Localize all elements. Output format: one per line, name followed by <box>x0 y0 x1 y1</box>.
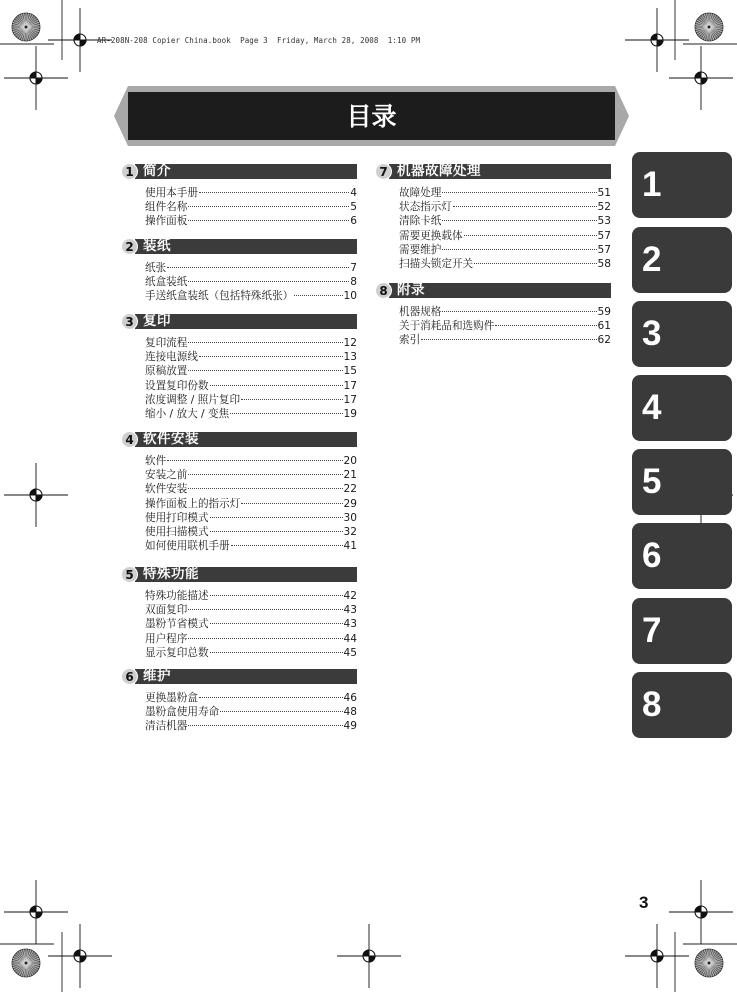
entry-page: 5 <box>350 201 357 214</box>
entry-label: 纸张 <box>145 262 167 274</box>
chapter-tab-number: 4 <box>642 388 662 427</box>
dot-leader <box>167 253 349 268</box>
entry-label: 浓度调整 / 照片复印 <box>145 393 241 406</box>
entry-label: 使用扫描模式 <box>145 525 209 538</box>
section-title: 维护 <box>143 668 171 684</box>
chapter-tab-number: 3 <box>642 314 662 353</box>
entry-label: 显示复印总数 <box>145 646 209 659</box>
dot-leader <box>294 281 342 296</box>
chapter-tab-7[interactable] <box>632 598 732 664</box>
dot-leader <box>210 517 343 532</box>
entry-label: 更换墨粉盒 <box>145 692 198 704</box>
dot-leader <box>188 474 342 489</box>
dot-leader <box>442 206 596 221</box>
dot-leader <box>199 342 343 357</box>
section-title: 简介 <box>143 163 171 179</box>
dot-leader <box>474 249 596 264</box>
entry-label: 用户程序 <box>145 632 188 645</box>
dot-leader <box>188 624 342 639</box>
chapter-tab-number: 2 <box>642 240 662 279</box>
entry-label: 需要更换载体 <box>399 229 463 242</box>
section-number: 6 <box>121 668 138 685</box>
starburst-target <box>695 949 723 977</box>
registration-mark <box>669 46 733 110</box>
entry-page: 51 <box>597 187 611 199</box>
section-entries <box>121 181 357 228</box>
entry-page: 57 <box>597 243 611 256</box>
section-entries <box>121 331 357 420</box>
entry-page: 4 <box>350 187 357 199</box>
dot-leader <box>210 609 343 624</box>
entry-page: 45 <box>343 646 357 659</box>
section-entries <box>121 584 357 659</box>
entry-page: 53 <box>597 215 611 228</box>
entry-label: 连接电源线 <box>145 351 198 364</box>
entry-page: 19 <box>343 407 357 420</box>
section-heading <box>121 313 357 329</box>
dot-leader <box>220 697 342 712</box>
entry-page: 41 <box>343 540 357 553</box>
dot-leader <box>188 328 342 343</box>
entry-label: 索引 <box>399 334 421 347</box>
entry-label: 双面复印 <box>145 604 188 617</box>
entry-page: 48 <box>343 706 357 719</box>
entry-label: 墨粉盒使用寿命 <box>145 706 220 719</box>
entry-page: 58 <box>597 257 611 270</box>
entry-page: 8 <box>350 276 357 289</box>
chapter-tab-number: 1 <box>642 165 662 204</box>
registration-mark <box>4 880 68 944</box>
chapter-tab-4[interactable] <box>632 375 732 441</box>
toc-section <box>121 566 357 659</box>
toc-entry[interactable] <box>399 328 611 347</box>
registration-mark <box>625 8 689 72</box>
entry-page: 12 <box>343 337 357 349</box>
toc-section <box>121 668 357 733</box>
entry-label: 墨粉节省模式 <box>145 618 209 631</box>
section-heading <box>375 282 611 298</box>
toc-section <box>375 282 611 347</box>
section-number: 8 <box>375 282 392 299</box>
registration-mark <box>669 880 733 944</box>
dot-leader <box>241 489 342 504</box>
entry-label: 设置复印份数 <box>145 379 209 392</box>
dot-leader <box>199 178 349 193</box>
entry-page: 57 <box>597 229 611 242</box>
dot-leader <box>231 531 343 546</box>
section-entries <box>121 449 357 553</box>
registration-mark <box>48 924 112 988</box>
page-title: 目录 <box>346 102 397 131</box>
entry-page: 17 <box>343 393 357 406</box>
entry-page: 17 <box>343 379 357 392</box>
toc-section <box>121 238 357 303</box>
chapter-tab-number: 7 <box>642 611 662 650</box>
entry-label: 原稿放置 <box>145 365 188 378</box>
entry-page: 15 <box>343 365 357 378</box>
section-heading <box>375 163 611 179</box>
entry-label: 缩小 / 放大 / 变焦 <box>145 407 230 420</box>
toc-section <box>121 163 357 228</box>
dot-leader <box>442 297 596 312</box>
registration-mark <box>625 924 689 988</box>
section-number: 7 <box>375 163 392 180</box>
dot-leader <box>210 638 343 653</box>
entry-label: 故障处理 <box>399 187 442 199</box>
section-title: 软件安装 <box>143 431 199 447</box>
entry-label: 纸盒装纸 <box>145 276 188 289</box>
entry-label: 关于消耗品和选购件 <box>399 320 495 333</box>
dot-leader <box>210 581 343 596</box>
dot-leader <box>188 206 349 221</box>
starburst-target <box>12 949 40 977</box>
entry-label: 复印流程 <box>145 337 188 349</box>
chapter-tab-5[interactable] <box>632 449 732 515</box>
toc-section <box>121 431 357 553</box>
print-slug: AR-208N-208 Copier China.book Page 3 Friday, March 28, 2008 1:10 PM <box>97 36 421 45</box>
entry-page: 43 <box>343 618 357 631</box>
chapter-tab-2[interactable] <box>632 227 732 293</box>
dot-leader <box>188 595 342 610</box>
section-number: 5 <box>121 566 138 583</box>
entry-label: 组件名称 <box>145 201 188 214</box>
entry-label: 操作面板上的指示灯 <box>145 497 241 510</box>
entry-page: 59 <box>597 306 611 318</box>
entry-label: 需要维护 <box>399 243 442 256</box>
section-heading <box>121 566 357 582</box>
entry-label: 扫描头锁定开关 <box>399 257 474 270</box>
entry-page: 62 <box>597 334 611 347</box>
dot-leader <box>442 235 596 250</box>
section-title: 特殊功能 <box>143 566 199 582</box>
chapter-tab-1[interactable] <box>632 152 732 218</box>
section-entries <box>121 256 357 303</box>
section-heading <box>121 431 357 447</box>
entry-page: 7 <box>350 262 357 274</box>
dot-leader <box>188 356 342 371</box>
entry-label: 特殊功能描述 <box>145 590 209 602</box>
entry-label: 安装之前 <box>145 469 188 482</box>
entry-page: 21 <box>343 469 357 482</box>
entry-label: 清洁机器 <box>145 720 188 733</box>
entry-page: 29 <box>343 497 357 510</box>
section-number: 1 <box>121 163 138 180</box>
section-entries <box>375 300 611 347</box>
entry-page: 42 <box>343 590 357 602</box>
entry-label: 如何使用联机手册 <box>145 540 230 553</box>
entry-page: 44 <box>343 632 357 645</box>
dot-leader <box>199 683 343 698</box>
entry-page: 46 <box>343 692 357 704</box>
entry-label: 使用本手册 <box>145 187 198 199</box>
entry-label: 机器规格 <box>399 306 442 318</box>
section-number: 2 <box>121 238 138 255</box>
registration-mark <box>4 463 68 527</box>
dot-leader <box>241 385 342 400</box>
entry-page: 61 <box>597 320 611 333</box>
entry-page: 32 <box>343 525 357 538</box>
starburst-target <box>12 13 40 41</box>
chapter-tab-8[interactable] <box>632 672 732 738</box>
entry-page: 20 <box>343 455 357 467</box>
entry-label: 使用打印模式 <box>145 511 209 524</box>
section-title: 装纸 <box>143 238 171 254</box>
entry-page: 43 <box>343 604 357 617</box>
entry-label: 软件 <box>145 455 167 467</box>
chapter-tab-number: 8 <box>642 685 662 724</box>
entry-page: 22 <box>343 483 357 496</box>
dot-leader <box>442 178 596 193</box>
section-title: 机器故障处理 <box>397 163 481 179</box>
chapter-tab-number: 5 <box>642 462 662 501</box>
entry-page: 6 <box>350 215 357 228</box>
entry-page: 13 <box>343 351 357 364</box>
entry-label: 软件安装 <box>145 483 188 496</box>
chapter-tab-number: 6 <box>642 536 662 575</box>
dot-leader <box>421 325 596 340</box>
registration-mark <box>337 924 401 988</box>
dot-leader <box>464 221 597 236</box>
entry-page: 10 <box>343 290 357 303</box>
section-number: 4 <box>121 431 138 448</box>
dot-leader <box>188 267 349 282</box>
chapter-tab-3[interactable] <box>632 301 732 367</box>
section-entries <box>375 181 611 270</box>
section-entries <box>121 686 357 733</box>
entry-label: 清除卡纸 <box>399 215 442 228</box>
dot-leader <box>188 460 342 475</box>
entry-page: 49 <box>343 720 357 733</box>
entry-page: 52 <box>597 201 611 214</box>
section-title: 复印 <box>143 313 171 329</box>
dot-leader <box>453 192 597 207</box>
section-heading <box>121 238 357 254</box>
entry-label: 操作面板 <box>145 215 188 228</box>
registration-mark <box>4 46 68 110</box>
dot-leader <box>230 399 342 414</box>
dot-leader <box>210 503 343 518</box>
page-number: 3 <box>639 893 649 912</box>
toc-section <box>121 313 357 420</box>
entry-page: 30 <box>343 511 357 524</box>
dot-leader <box>210 371 343 386</box>
section-number: 3 <box>121 313 138 330</box>
section-heading <box>121 668 357 684</box>
toc-section <box>375 163 611 270</box>
dot-leader <box>495 311 596 326</box>
chapter-tab-6[interactable] <box>632 523 732 589</box>
section-heading <box>121 163 357 179</box>
dot-leader <box>167 446 342 461</box>
entry-label: 手送纸盒装纸（包括特殊纸张） <box>145 290 294 303</box>
entry-label: 状态指示灯 <box>399 201 452 214</box>
dot-leader <box>188 711 342 726</box>
dot-leader <box>188 192 349 207</box>
section-title: 附录 <box>397 282 425 298</box>
starburst-target <box>695 13 723 41</box>
